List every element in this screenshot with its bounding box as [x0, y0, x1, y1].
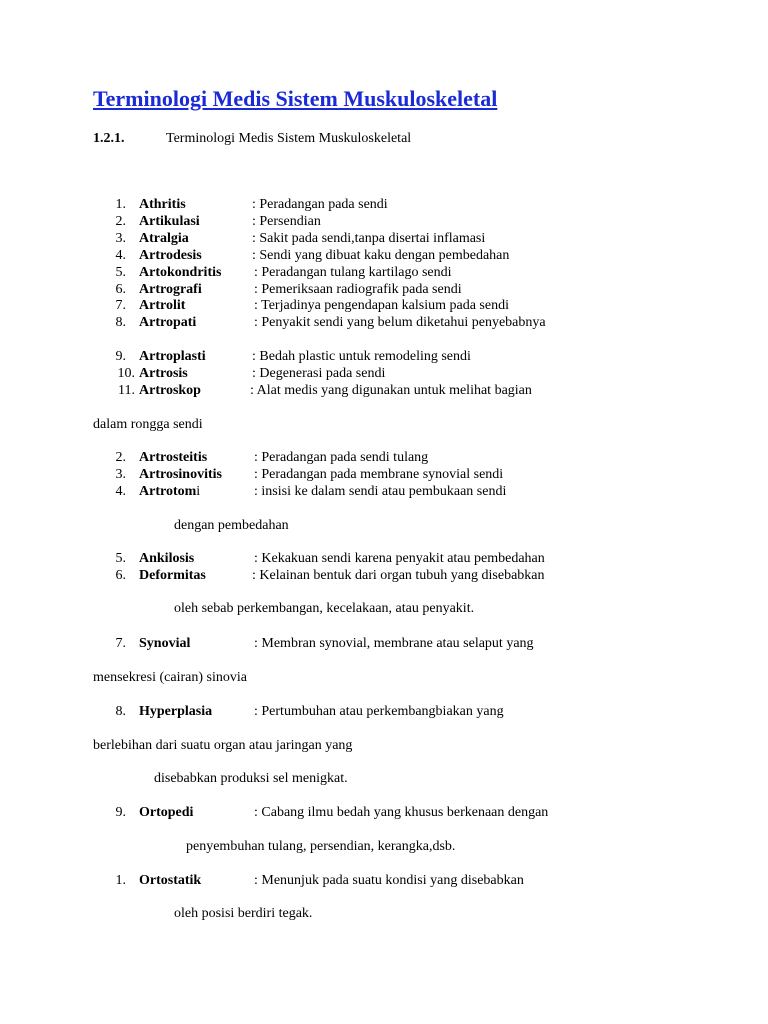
- item-term: Artikulasi: [139, 214, 200, 229]
- item-definition: : insisi ke dalam sendi atau pembukaan sendi: [254, 484, 507, 499]
- item-term: Ortostatik: [139, 873, 202, 888]
- item-definition: : Alat medis yang digunakan untuk melihat bagian: [250, 383, 532, 398]
- section-number: 1.2.1.: [93, 131, 125, 146]
- item-term: Artokondritis: [139, 265, 222, 280]
- item-number: 4.: [115, 248, 126, 263]
- item-definition: : Terjadinya pengendapan kalsium pada sendi: [254, 298, 509, 313]
- item-term: Artrografi: [139, 282, 202, 297]
- item-term: [139, 484, 200, 501]
- item-definition: : Kekakuan sendi karena penyakit atau pembedahan: [254, 551, 545, 566]
- item-definition: : Sakit pada sendi,tanpa disertai inflamasi: [252, 231, 486, 246]
- item-number: 6.: [115, 568, 126, 583]
- item-term: Ankilosis: [139, 551, 195, 566]
- item-term: Atralgia: [139, 231, 189, 246]
- item-term: Artroplasti: [139, 349, 206, 364]
- item-number: 7.: [115, 636, 126, 651]
- item-definition: : Peradangan pada sendi: [252, 197, 388, 212]
- item-number: 3.: [115, 231, 126, 246]
- item-definition: : Menunjuk pada suatu kondisi yang disebabkan: [254, 873, 524, 888]
- item-number: 1.: [115, 873, 126, 888]
- continuation-text: oleh posisi berdiri tegak.: [174, 906, 313, 921]
- page-title: Terminologi Medis Sistem Muskuloskeletal: [93, 86, 498, 111]
- item-definition: : Peradangan tulang kartilago sendi: [254, 265, 452, 280]
- item-definition: : Membran synovial, membrane atau selaput yang: [254, 636, 534, 651]
- item-term: Artropati: [139, 315, 197, 330]
- continuation-text: dengan pembedahan: [174, 518, 289, 533]
- item-definition: : Peradangan pada sendi tulang: [254, 450, 429, 465]
- item-definition: : Bedah plastic untuk remodeling sendi: [252, 349, 471, 364]
- item-number: 7.: [115, 298, 126, 313]
- item-number: 11.: [118, 383, 135, 398]
- item-term: Artroskop: [139, 383, 201, 398]
- item-definition: : Kelainan bentuk dari organ tubuh yang disebabkan: [252, 568, 545, 583]
- item-definition: : Sendi yang dibuat kaku dengan pembedahan: [252, 248, 510, 263]
- item-number: 5.: [115, 265, 126, 280]
- item-number: 6.: [115, 282, 126, 297]
- item-definition: : Degenerasi pada sendi: [252, 366, 386, 381]
- item-term: Ortopedi: [139, 805, 194, 820]
- continuation-text: disebabkan produksi sel menigkat.: [154, 771, 348, 786]
- item-number: 2.: [115, 450, 126, 465]
- item-definition: : Penyakit sendi yang belum diketahui penyebabnya: [254, 315, 546, 330]
- item-term: Artrolit: [139, 298, 186, 313]
- item-definition: : Pertumbuhan atau perkembangbiakan yang: [254, 704, 504, 719]
- continuation-text: penyembuhan tulang, persendian, kerangka,dsb.: [186, 839, 456, 854]
- item-definition: : Persendian: [252, 214, 321, 229]
- continuation-text: dalam rongga sendi: [93, 417, 203, 432]
- item-number: 3.: [115, 467, 126, 482]
- item-term: Hyperplasia: [139, 704, 213, 719]
- item-term: Synovial: [139, 636, 191, 651]
- item-number: 4.: [115, 484, 126, 499]
- item-number: 8.: [115, 315, 126, 330]
- item-term: Artrodesis: [139, 248, 202, 263]
- item-term: Artrosteitis: [139, 450, 208, 465]
- item-number: 8.: [115, 704, 126, 719]
- item-term: Deformitas: [139, 568, 206, 583]
- item-number: 1.: [115, 197, 126, 212]
- item-definition: : Cabang ilmu bedah yang khusus berkenaan dengan: [254, 805, 549, 820]
- item-number: 5.: [115, 551, 126, 566]
- section-title: Terminologi Medis Sistem Muskuloskeletal: [166, 131, 412, 146]
- continuation-text: mensekresi (cairan) sinovia: [93, 670, 247, 685]
- item-definition: : Peradangan pada membrane synovial sendi: [254, 467, 504, 482]
- item-term: Artrosinovitis: [139, 467, 222, 482]
- continuation-text: berlebihan dari suatu organ atau jaringan yang: [93, 738, 353, 753]
- item-number: 2.: [115, 214, 126, 229]
- item-term: Artrosis: [139, 366, 188, 381]
- item-number: 9.: [115, 349, 126, 364]
- item-number: 10.: [117, 366, 135, 381]
- item-term-bold: Artrotom: [139, 484, 197, 499]
- item-number: 9.: [115, 805, 126, 820]
- continuation-text: oleh sebab perkembangan, kecelakaan, atau penyakit.: [174, 601, 475, 616]
- item-term-tail: i: [196, 484, 201, 499]
- item-term: Athritis: [139, 197, 186, 212]
- item-definition: : Pemeriksaan radiografik pada sendi: [254, 282, 462, 297]
